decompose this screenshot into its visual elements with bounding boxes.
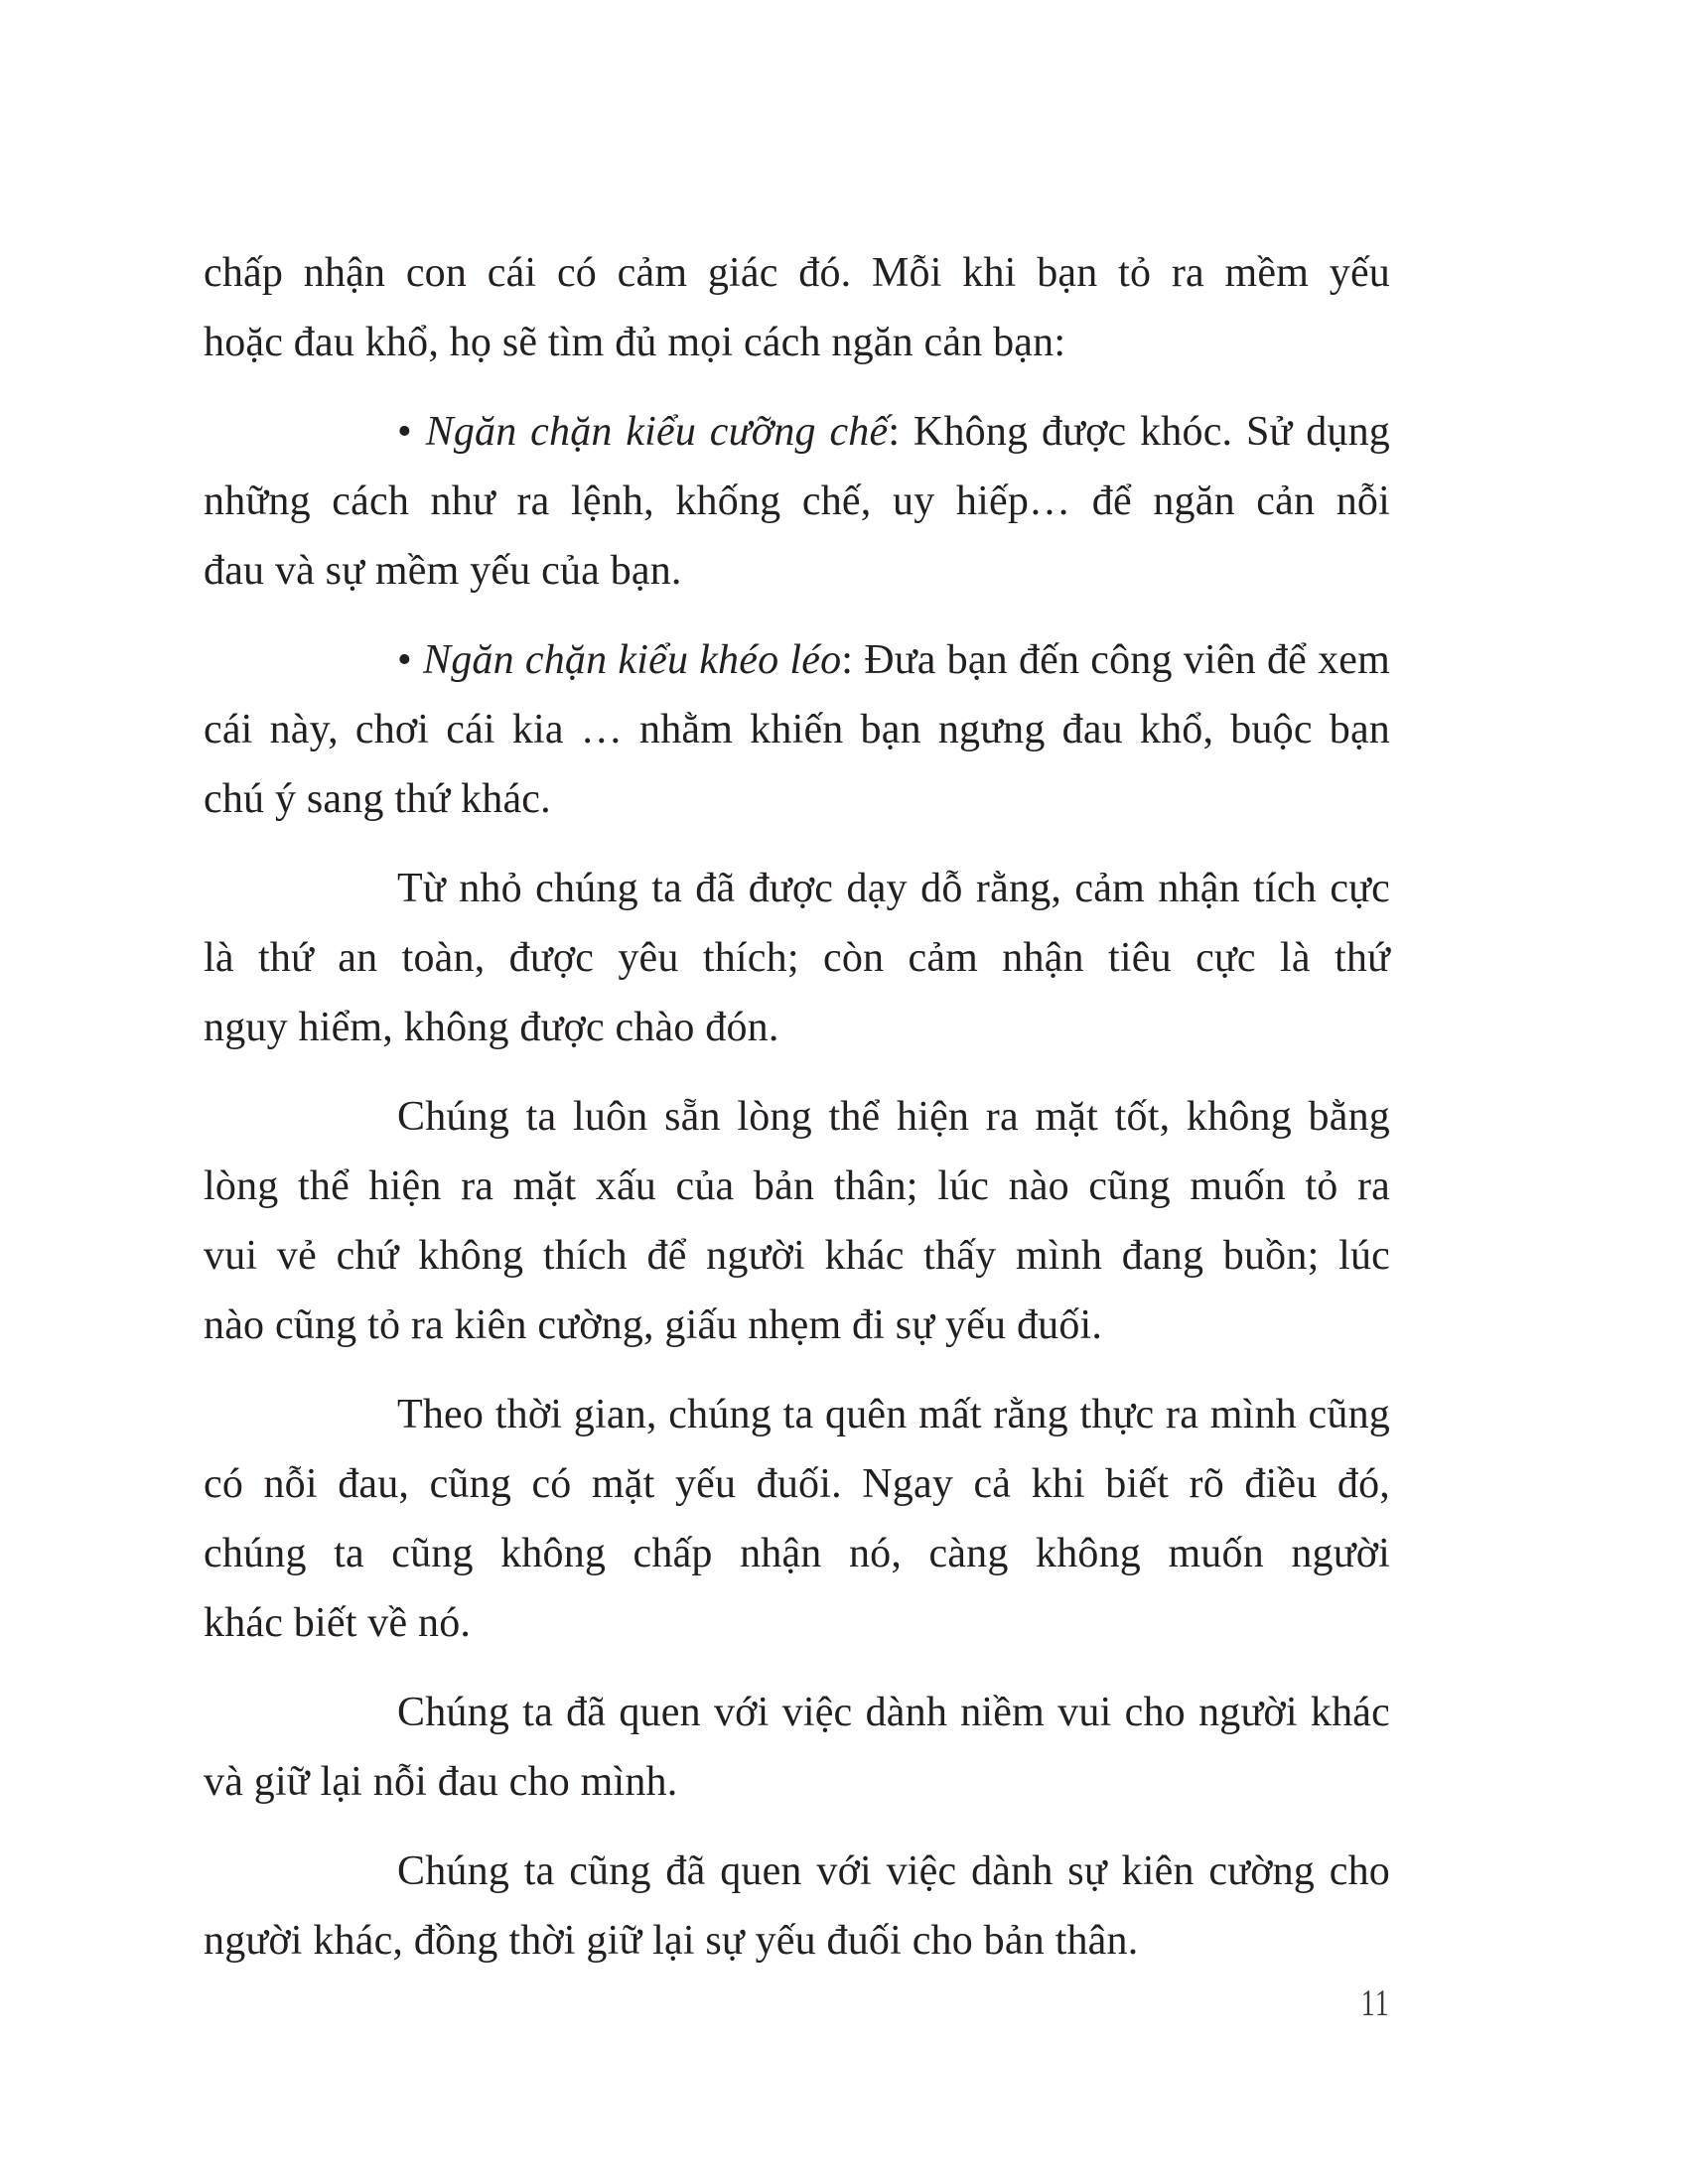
page-number: 11 xyxy=(1360,1982,1390,2024)
text-line xyxy=(204,993,1390,1062)
bullet-paragraph xyxy=(204,625,1390,834)
text-line xyxy=(204,308,1390,377)
text-segment: nguy hiểm, không được chào đón. xyxy=(204,1005,779,1050)
text-line xyxy=(204,1291,1390,1360)
text-segment: nào cũng tỏ ra kiên cường, giấu nhẹm đi sự yếu đuối. xyxy=(204,1302,1103,1348)
text-segment: người khác, đồng thời giữ lại sự yếu đuối cho bản thân. xyxy=(204,1918,1139,1964)
paragraph xyxy=(204,1837,1390,1976)
text-segment: Chúng ta luôn sẵn lòng thể hiện ra mặt tốt, không bằng xyxy=(397,1094,1390,1140)
text-segment: là thứ an toàn, được yêu thích; còn cảm nhận tiêu cực là thứ xyxy=(204,935,1390,981)
text-segment: vui vẻ chứ không thích để người khác thấy mình đang buồn; lúc xyxy=(204,1233,1390,1279)
text-segment: hoặc đau khổ, họ sẽ tìm đủ mọi cách ngăn cản bạn: xyxy=(204,320,1066,365)
text-line xyxy=(204,1152,1390,1221)
text-segment: chấp nhận con cái có cảm giác đó. Mỗi khi bạn tỏ ra mềm yếu xyxy=(204,250,1390,296)
bullet-marker: • xyxy=(397,409,426,455)
text-segment: : Đưa bạn đến công viên để xem xyxy=(841,637,1390,683)
text-line xyxy=(204,536,1390,606)
text-line xyxy=(204,695,1390,764)
text-segment: những cách như ra lệnh, khống chế, uy hiếp… để ngăn cản nỗi xyxy=(204,478,1390,524)
text-line xyxy=(204,1837,1390,1906)
text-segment: có nỗi đau, cũng có mặt yếu đuối. Ngay cả khi biết rõ điều đó, xyxy=(204,1461,1390,1507)
text-line xyxy=(204,397,1390,467)
text-line xyxy=(204,1449,1390,1519)
paragraph xyxy=(204,1380,1390,1658)
italic-term: Ngăn chặn kiểu cưỡng chế xyxy=(425,409,889,455)
text-line xyxy=(204,625,1390,695)
text-segment: Chúng ta đã quen với việc dành niềm vui cho người khác xyxy=(397,1690,1390,1735)
text-segment: Theo thời gian, chúng ta quên mất rằng thực ra mình cũng xyxy=(397,1392,1390,1437)
text-segment: chú ý sang thứ khác. xyxy=(204,776,551,822)
paragraph xyxy=(204,1678,1390,1817)
text-line xyxy=(204,764,1390,834)
text-segment: cái này, chơi cái kia … nhằm khiến bạn ngưng đau khổ, buộc bạn xyxy=(204,707,1390,752)
text-segment: chúng ta cũng không chấp nhận nó, càng không muốn người xyxy=(204,1531,1390,1576)
text-segment: lòng thể hiện ra mặt xấu của bản thân; lúc nào cũng muốn tỏ ra xyxy=(204,1163,1390,1209)
bullet-paragraph xyxy=(204,397,1390,606)
page-body xyxy=(204,238,1390,1995)
text-segment: Chúng ta cũng đã quen với việc dành sự kiên cường cho xyxy=(397,1848,1390,1894)
text-line xyxy=(204,467,1390,536)
text-line xyxy=(204,1588,1390,1658)
paragraph xyxy=(204,238,1390,377)
text-line xyxy=(204,923,1390,993)
paragraph xyxy=(204,1082,1390,1360)
text-segment: đau và sự mềm yếu của bạn. xyxy=(204,548,682,594)
text-line xyxy=(204,1906,1390,1976)
text-line xyxy=(204,854,1390,923)
bullet-marker: • xyxy=(397,637,423,683)
text-line xyxy=(204,1082,1390,1152)
text-line xyxy=(204,238,1390,308)
text-line xyxy=(204,1221,1390,1291)
text-line xyxy=(204,1747,1390,1817)
text-line xyxy=(204,1678,1390,1747)
text-segment: Từ nhỏ chúng ta đã được dạy dỗ rằng, cảm nhận tích cực xyxy=(397,866,1390,911)
paragraph xyxy=(204,854,1390,1062)
text-segment: : Không được khóc. Sử dụng xyxy=(888,409,1390,455)
italic-term: Ngăn chặn kiểu khéo léo xyxy=(422,637,842,683)
text-line xyxy=(204,1380,1390,1449)
paragraphs xyxy=(204,238,1390,1976)
text-segment: và giữ lại nỗi đau cho mình. xyxy=(204,1759,678,1805)
text-line xyxy=(204,1519,1390,1588)
text-segment: khác biết về nó. xyxy=(204,1600,472,1646)
